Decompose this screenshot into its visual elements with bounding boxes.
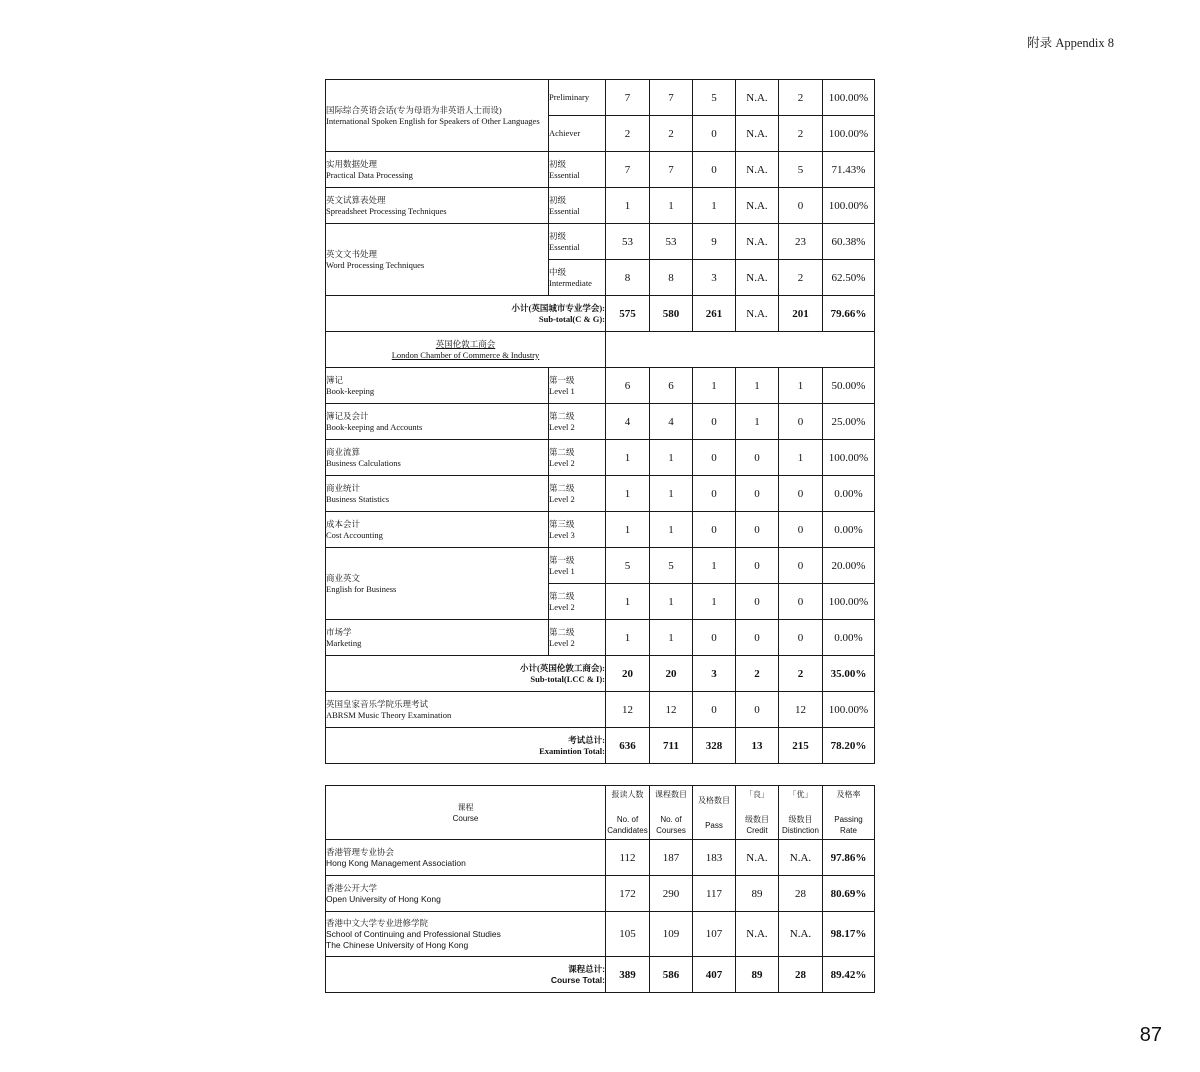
exam-name-cn: 英文试算表处理 [326,194,386,205]
value-cell: 12 [779,692,823,728]
subtotal-value: 261 [693,296,736,332]
value-cell: 100.00% [823,188,875,224]
value-cell: 0 [693,692,736,728]
column-header [693,786,736,840]
value-cell: 107 [693,912,736,957]
value-cell: 4 [606,404,650,440]
value-cell: 2 [779,116,823,152]
column-header-en1: 级数目 [745,815,769,824]
course-header-cn: 课程 [457,802,474,812]
course-name-cell [326,876,606,912]
value-cell: 117 [693,876,736,912]
subtotal-value: 215 [779,728,823,764]
exam-name-en: International Spoken English for Speakers of Other Languages [326,115,540,126]
course-name-line: School of Continuing and Professional Studies [326,928,501,939]
exam-name-cn: 商业流算 [326,446,361,457]
value-cell: 71.43% [823,152,875,188]
exam-name-cn: 市场学 [326,626,352,637]
subtotal-value: 20 [650,656,693,692]
level-cell [549,368,606,404]
exam-name-cell [326,440,549,476]
value-cell: 0 [693,440,736,476]
value-cell: 1 [650,512,693,548]
value-cell: 100.00% [823,440,875,476]
level-cn: 初级 [549,158,567,169]
value-cell: 12 [606,692,650,728]
column-header-cn: 「良」 [745,790,769,799]
subtotal-value: 79.66% [823,296,875,332]
level-en: Level 2 [549,457,575,468]
course-name-line: Open University of Hong Kong [326,893,441,904]
exam-name-cn: 簿记及会计 [326,410,369,421]
course-total-label [326,957,606,993]
value-cell: 1 [606,440,650,476]
course-header-en: Course [452,813,479,823]
subtotal-label-en: Examintion Total: [539,745,605,756]
column-header-en1: 级数目 [788,815,813,824]
course-name-line: The Chinese University of Hong Kong [326,939,469,950]
course-total-cn: 课程总计: [568,963,605,974]
section-heading-row [326,332,875,368]
value-cell: 0 [779,476,823,512]
table-row [326,152,875,188]
level-en: Level 2 [549,493,575,504]
org-heading [326,332,606,368]
value-cell: 80.69% [823,876,875,912]
exam-name-cell [326,548,549,620]
org-name-en: London Chamber of Commerce & Industry [391,349,540,360]
value-cell: 0 [779,188,823,224]
value-cell: 1 [606,512,650,548]
table-row [326,620,875,656]
value-cell: 290 [650,876,693,912]
value-cell: 3 [693,260,736,296]
value-cell: 8 [606,260,650,296]
value-cell: 105 [606,912,650,957]
exam-name-cell [326,188,549,224]
total-value: 407 [693,957,736,993]
value-cell: 0 [736,476,779,512]
course-name-line: 香港公开大学 [326,882,378,893]
value-cell: N.A. [736,840,779,876]
level-cell [549,584,606,620]
subtotal-value: N.A. [736,296,779,332]
table-row [326,548,875,584]
value-cell: 1 [650,620,693,656]
value-cell: 0 [779,584,823,620]
column-header [650,786,693,840]
value-cell: 1 [779,440,823,476]
value-cell: 1 [693,368,736,404]
value-cell: 2 [606,116,650,152]
value-cell: 89 [736,876,779,912]
column-header-en2: Courses [656,826,686,835]
value-cell: 0 [693,404,736,440]
value-cell: 0 [693,620,736,656]
value-cell: 1 [693,584,736,620]
course-results-table [325,785,875,993]
value-cell: N.A. [736,260,779,296]
table-row [326,188,875,224]
level-en: Level 2 [549,637,575,648]
value-cell: 109 [650,912,693,957]
course-name-cell [326,912,606,957]
exam-name-en: Practical Data Processing [326,169,413,180]
total-value: 89 [736,957,779,993]
level-cell [549,512,606,548]
value-cell: 172 [606,876,650,912]
total-row [326,957,875,993]
level-en: Essential [549,241,580,252]
course-name-line: 香港中文大学专业进修学院 [326,917,429,928]
level-cell [549,152,606,188]
level-en: Level 3 [549,529,575,540]
level-cn: 第二级 [549,482,575,493]
value-cell: 0 [736,620,779,656]
exam-name-cn: 英国皇家音乐学院乐理考试 [326,698,429,709]
value-cell: N.A. [779,912,823,957]
column-header-en1: Passing [834,815,863,824]
value-cell: 7 [650,152,693,188]
subtotal-value: 636 [606,728,650,764]
column-header-cn: 课程数目 [655,790,687,799]
exam-name-en: Business Statistics [326,493,390,504]
subtotal-label-cn: 考试总计: [568,734,605,745]
exam-name-cn: 英文文书处理 [326,248,378,259]
value-cell: 0 [736,548,779,584]
exam-name-en: Cost Accounting [326,529,383,540]
exam-name-en: Book-keeping and Accounts [326,421,423,432]
column-header-en1: No. of [616,815,639,824]
level-en: Intermediate [549,277,592,288]
value-cell: 0.00% [823,620,875,656]
value-cell: 100.00% [823,692,875,728]
level-cn: 中级 [549,266,567,277]
value-cell: 0 [779,620,823,656]
exam-name-cn: 成本会计 [326,518,361,529]
value-cell: 98.17% [823,912,875,957]
value-cell: 0 [736,440,779,476]
value-cell: 9 [693,224,736,260]
column-header-en2: Rate [840,826,857,835]
column-header [736,786,779,840]
value-cell: 0 [779,548,823,584]
value-cell: 23 [779,224,823,260]
course-name-line: 香港管理专业协会 [326,846,395,857]
value-cell: 1 [779,368,823,404]
level-cn: 第二级 [549,626,575,637]
level-cell [549,548,606,584]
value-cell: 5 [779,152,823,188]
exam-name-cn: 实用数据处理 [326,158,378,169]
subtotal-value: 35.00% [823,656,875,692]
value-cell: 0 [693,152,736,188]
exam-name-en: Business Calculations [326,457,401,468]
subtotal-label-cn: 小计(英国伦敦工商会): [520,662,605,673]
value-cell: 0 [693,116,736,152]
exam-name-cell [326,512,549,548]
subtotal-value: 575 [606,296,650,332]
total-value: 389 [606,957,650,993]
table-row [326,876,875,912]
level-cn: 第二级 [549,446,575,457]
value-cell: 1 [606,188,650,224]
subtotal-value: 2 [779,656,823,692]
subtotal-value: 13 [736,728,779,764]
subtotal-value: 2 [736,656,779,692]
value-cell: 0 [736,692,779,728]
value-cell: 2 [779,80,823,116]
column-header-en2: Credit [746,826,768,835]
level-en: Level 2 [549,601,575,612]
column-header-en2: Candidates [607,826,648,835]
value-cell: 62.50% [823,260,875,296]
level-cell [549,404,606,440]
table-row [326,692,875,728]
column-header-en1: No. of [660,815,682,824]
exam-name-cell [326,620,549,656]
org-name-cn: 英国伦敦工商会 [435,338,496,349]
exam-name-en: Marketing [326,637,362,648]
value-cell: 1 [650,476,693,512]
table-row [326,512,875,548]
level-cn: 第三级 [549,518,575,529]
subtotal-value: 580 [650,296,693,332]
value-cell: 1 [693,188,736,224]
table-row [326,840,875,876]
value-cell: N.A. [736,80,779,116]
value-cell: 0 [779,404,823,440]
level-en: Essential [549,169,580,180]
level-cell [549,476,606,512]
value-cell: 183 [693,840,736,876]
value-cell: 1 [693,548,736,584]
total-value: 89.42% [823,957,875,993]
value-cell: N.A. [736,188,779,224]
table-row [326,440,875,476]
value-cell: 187 [650,840,693,876]
level-cn: 第一级 [549,554,575,565]
value-cell: 1 [650,440,693,476]
exam-name-cell [326,152,549,188]
subtotal-label-cn: 小计(英国城市专业学会): [511,302,605,313]
value-cell: 6 [650,368,693,404]
course-total-en: Course Total: [550,974,605,985]
level-cell [549,440,606,476]
subtotal-value: 711 [650,728,693,764]
value-cell: 1 [736,368,779,404]
exam-name-en: English for Business [326,583,397,594]
column-header-en1: Pass [705,820,723,830]
value-cell: 53 [606,224,650,260]
value-cell: N.A. [779,840,823,876]
value-cell: 53 [650,224,693,260]
level-cn: 初级 [549,230,567,241]
value-cell: 50.00% [823,368,875,404]
level-cell [549,260,606,296]
total-value: 586 [650,957,693,993]
exam-name-en: Word Processing Techniques [326,259,425,270]
value-cell: 7 [606,152,650,188]
subtotal-label [326,296,606,332]
value-cell: N.A. [736,224,779,260]
table-row [326,80,875,116]
subtotal-label [326,728,606,764]
value-cell: 28 [779,876,823,912]
value-cell: 5 [650,548,693,584]
value-cell: 0 [736,584,779,620]
level-cell [549,188,606,224]
subtotal-row [326,656,875,692]
value-cell: 6 [606,368,650,404]
level-cn: 第一级 [549,374,575,385]
level-cell [549,620,606,656]
exam-name-cn: 国际综合英语会话(专为母语为非英语人士而设) [326,104,502,115]
value-cell: N.A. [736,152,779,188]
value-cell: 0 [693,476,736,512]
value-cell: 7 [606,80,650,116]
exam-name-en: ABRSM Music Theory Examination [326,709,452,720]
level-cell [549,80,606,116]
level-en: Level 1 [549,385,575,396]
value-cell: 1 [650,188,693,224]
level-en: Level 1 [549,565,575,576]
course-name-line: Hong Kong Management Association [326,857,466,868]
exam-name-cell [326,404,549,440]
subtotal-value: 201 [779,296,823,332]
subtotal-value: 78.20% [823,728,875,764]
header-row [326,786,875,840]
exam-name-cell [326,692,606,728]
subtotal-value: 20 [606,656,650,692]
value-cell: 100.00% [823,80,875,116]
table-row [326,476,875,512]
value-cell: 0 [693,512,736,548]
level-en: Essential [549,205,580,216]
column-header-cn: 报读人数 [611,790,644,799]
level-cn: 初级 [549,194,567,205]
exam-name-cell [326,476,549,512]
value-cell: 1 [736,404,779,440]
exam-results-table [325,79,875,764]
value-cell: 8 [650,260,693,296]
page-number: 87 [1139,1024,1162,1046]
value-cell: 12 [650,692,693,728]
column-header-cn: 「优」 [788,790,813,799]
exam-name-en: Book-keeping [326,385,375,396]
table-row [326,224,875,260]
column-header [779,786,823,840]
exam-name-cell [326,80,549,152]
subtotal-label-en: Sub-total(LCC & I): [530,673,605,684]
value-cell: 20.00% [823,548,875,584]
column-header [606,786,650,840]
exam-name-en: Spreadsheet Processing Techniques [326,205,447,216]
column-header-cn: 及格数目 [698,795,730,805]
value-cell: 0 [736,512,779,548]
value-cell: 2 [650,116,693,152]
subtotal-label-en: Sub-total(C & G): [538,313,605,324]
value-cell: 25.00% [823,404,875,440]
value-cell: 100.00% [823,116,875,152]
value-cell: 1 [606,620,650,656]
value-cell: 5 [606,548,650,584]
level-cell [549,224,606,260]
blank-cell [606,332,875,368]
value-cell: 0 [779,512,823,548]
page-header [1027,33,1114,51]
value-cell: 0.00% [823,512,875,548]
value-cell: 2 [779,260,823,296]
level-cn: 第二级 [549,590,575,601]
value-cell: 1 [650,584,693,620]
course-name-cell [326,840,606,876]
header-en: Appendix 8 [1055,36,1114,50]
value-cell: N.A. [736,912,779,957]
column-header [823,786,875,840]
value-cell: 0.00% [823,476,875,512]
subtotal-label [326,656,606,692]
exam-name-cell [326,368,549,404]
subtotal-row [326,728,875,764]
level-en: Level 2 [549,421,575,432]
value-cell: 1 [606,584,650,620]
header-cn: 附录 [1027,36,1053,50]
total-value: 28 [779,957,823,993]
value-cell: N.A. [736,116,779,152]
exam-name-cn: 簿记 [326,374,344,385]
value-cell: 5 [693,80,736,116]
value-cell: 97.86% [823,840,875,876]
course-header-cell [326,786,606,840]
subtotal-value: 3 [693,656,736,692]
level-en: Achiever [549,128,581,138]
value-cell: 60.38% [823,224,875,260]
level-en: Preliminary [549,92,590,102]
table-row [326,368,875,404]
value-cell: 100.00% [823,584,875,620]
exam-name-cn: 商业统计 [326,482,361,493]
exam-name-cn: 商业英文 [326,572,361,583]
column-header-cn: 及格率 [836,790,861,799]
level-cn: 第二级 [549,410,575,421]
value-cell: 112 [606,840,650,876]
subtotal-row [326,296,875,332]
table-row [326,912,875,957]
value-cell: 7 [650,80,693,116]
subtotal-value: 328 [693,728,736,764]
column-header-en2: Distinction [782,826,819,835]
exam-name-cell [326,224,549,296]
value-cell: 1 [606,476,650,512]
level-cell [549,116,606,152]
value-cell: 4 [650,404,693,440]
table-row [326,404,875,440]
